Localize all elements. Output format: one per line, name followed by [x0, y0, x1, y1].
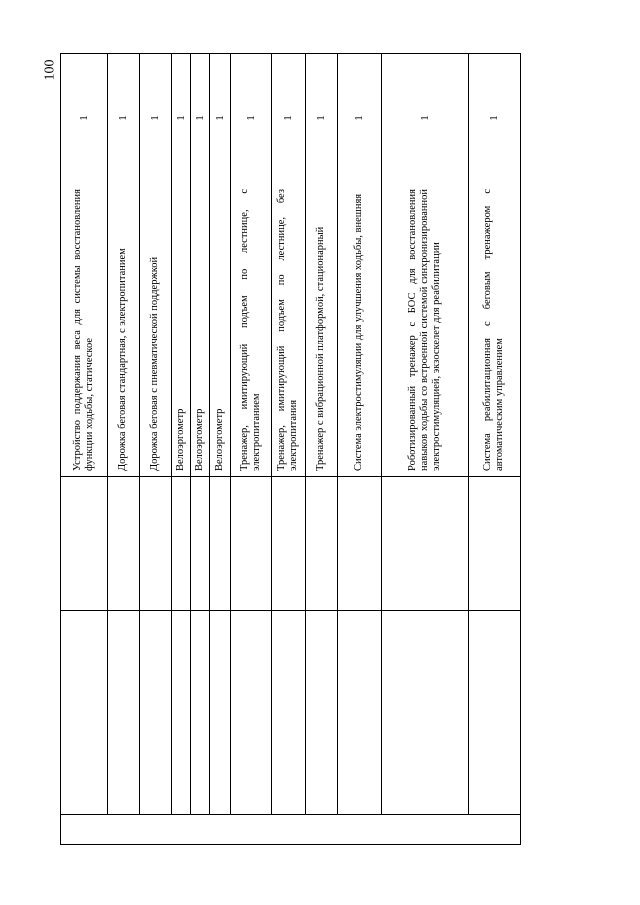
equipment-name: Роботизированный тренажер с БОС для восстановления навыков ходьбы со встроенной системой синхронизированной электростимуляцией, экзоскелет для реабилитации: [406, 188, 442, 471]
table-column-divider: [337, 53, 338, 814]
table-column-divider: [230, 53, 231, 814]
equipment-quantity: 1: [193, 115, 206, 121]
table-cell-quantity: [171, 53, 190, 183]
table-column-divider: [107, 53, 108, 814]
table-cell-name: [60, 183, 107, 476]
table-cell-name: [190, 183, 209, 476]
table-row: [139, 53, 171, 845]
equipment-quantity: 1: [488, 115, 500, 121]
page-number: [38, 50, 62, 90]
equipment-name: Система реабилитационная с беговым тренажером с автоматическим управлением: [482, 188, 505, 471]
table-cell-name: [171, 183, 190, 476]
equipment-name: Дорожка беговая стандартная, с электропитанием: [117, 247, 128, 471]
equipment-table: [60, 53, 521, 845]
equipment-name: Система электростимуляции для улучшения ходьбы, внешняя: [353, 193, 364, 471]
table-row: [305, 53, 337, 845]
table-cell-name: [209, 183, 230, 476]
table-row: [230, 53, 271, 845]
table-cell-quantity: [60, 53, 107, 183]
table-cell-quantity: [107, 53, 139, 183]
equipment-name: Велоэргометр: [174, 408, 186, 471]
table-cell-name: [271, 183, 305, 476]
table-right-border: [520, 53, 521, 845]
table-cell-quantity: [190, 53, 209, 183]
equipment-name: Тренажер, имитирующий подъем по лестнице, без электропитания: [276, 188, 299, 471]
table-cell-quantity: [209, 53, 230, 183]
table-row: [381, 53, 468, 845]
table-row: [337, 53, 381, 845]
equipment-quantity: 1: [282, 115, 294, 121]
table-cell-quantity: [230, 53, 271, 183]
equipment-quantity: 1: [315, 115, 327, 121]
table-column-divider: [209, 53, 210, 814]
table-cell-quantity: [381, 53, 468, 183]
table-cell-name: [230, 183, 271, 476]
equipment-quantity: 1: [149, 115, 161, 121]
table-cell-quantity: [305, 53, 337, 183]
table-column-divider: [271, 53, 272, 814]
equipment-quantity: 1: [418, 115, 431, 121]
equipment-quantity: 1: [174, 115, 187, 121]
table-cell-name: [305, 183, 337, 476]
equipment-name: Устройство поддержания веса для системы восстановления функции ходьбы, статическое: [71, 188, 95, 471]
table-cell-name: [139, 183, 171, 476]
table-cell-quantity: [337, 53, 381, 183]
equipment-name: Дорожка беговая с пневматической поддержкой: [149, 256, 160, 471]
table-column-divider: [190, 53, 191, 814]
table-cell-quantity: [271, 53, 305, 183]
equipment-quantity: 1: [353, 115, 365, 121]
table-cell-quantity: [139, 53, 171, 183]
table-column-divider: [305, 53, 306, 814]
table-row: [171, 53, 190, 845]
table-row: [190, 53, 209, 845]
equipment-quantity: 1: [213, 115, 226, 121]
equipment-name: Тренажер, имитирующий подъем по лестнице, с электропитанием: [238, 188, 262, 471]
table-row: [60, 53, 107, 845]
table-column-divider: [139, 53, 140, 814]
equipment-name: Велоэргометр: [213, 408, 225, 471]
equipment-quantity: 1: [77, 115, 90, 121]
equipment-name: Велоэргометр: [193, 408, 205, 471]
table-row: [107, 53, 139, 845]
page-number-text: 100: [42, 59, 57, 81]
equipment-quantity: 1: [117, 115, 129, 121]
table-row: [271, 53, 305, 845]
table-row: [468, 53, 520, 845]
table-column-divider: [381, 53, 382, 814]
table-cell-name: [107, 183, 139, 476]
equipment-name: Тренажер с вибрационной платформой, стационарный: [315, 226, 326, 471]
equipment-quantity: 1: [244, 115, 257, 121]
table-cell-name: [381, 183, 468, 476]
table-cell-name: [468, 183, 520, 476]
table-cell-quantity: [468, 53, 520, 183]
table-row: [209, 53, 230, 845]
table-column-divider: [468, 53, 469, 814]
table-cell-name: [337, 183, 381, 476]
table-column-divider: [171, 53, 172, 814]
